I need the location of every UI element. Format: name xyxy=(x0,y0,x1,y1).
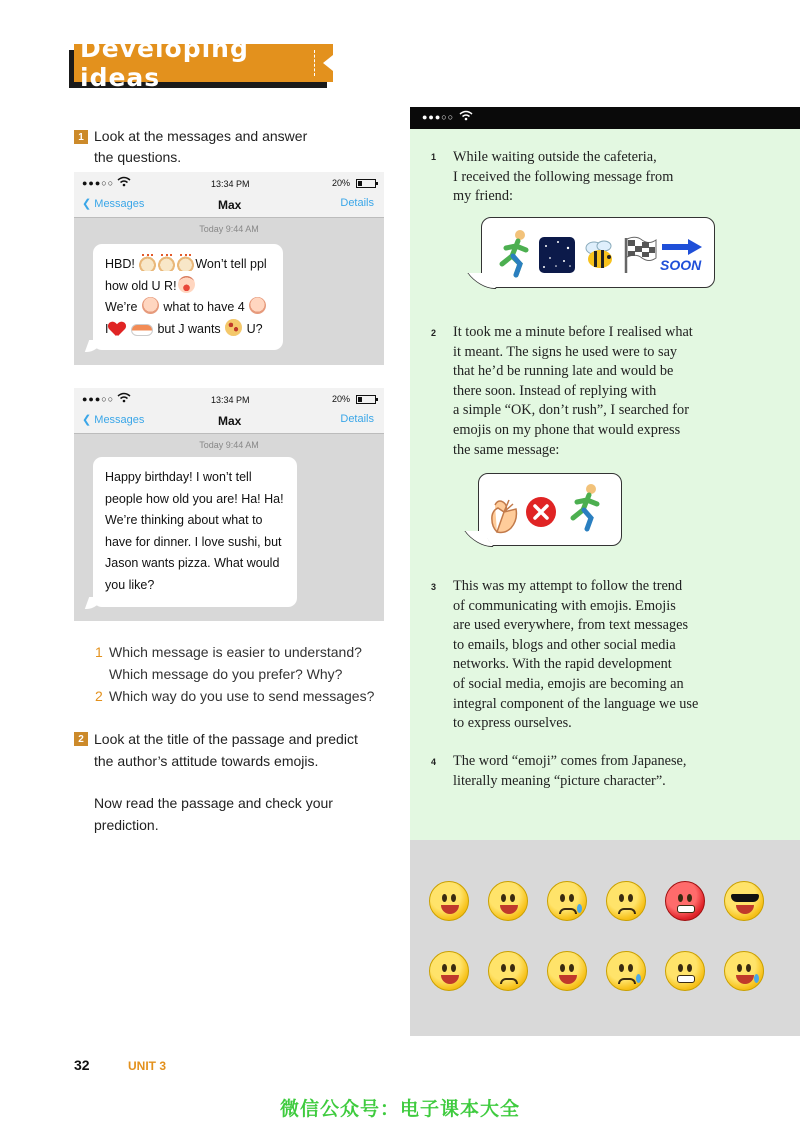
back-label: Messages xyxy=(94,414,145,426)
sad-face-icon xyxy=(606,951,646,991)
signal-icon: ●●●○○ xyxy=(422,112,455,122)
sushi-icon xyxy=(131,324,153,336)
paragraph-line: networks. With the rapid development xyxy=(453,656,672,673)
arrow-right-icon xyxy=(660,238,704,256)
page-number: 32 xyxy=(74,1057,90,1073)
message-date: Today 9:44 AM xyxy=(199,224,259,234)
instruction-line: Look at the title of the passage and predict xyxy=(94,731,358,747)
paragraph-line: integral component of the language we use xyxy=(453,695,699,712)
heart-icon xyxy=(109,322,125,336)
paragraph-line: the same message: xyxy=(453,441,560,458)
dining-face-icon xyxy=(249,297,266,314)
bee-icon xyxy=(582,236,618,272)
instruction-line: Now read the passage and check your xyxy=(94,795,333,811)
msg-line: you like? xyxy=(105,577,155,592)
paragraph-line: The word “emoji” comes from Japanese, xyxy=(453,753,687,769)
question-text: Which message is easier to understand? xyxy=(109,644,362,660)
paragraph-line: This was my attempt to follow the trend xyxy=(453,578,683,594)
section-title: Developing ideas xyxy=(80,34,249,92)
wifi-icon xyxy=(117,176,131,187)
banner-divider xyxy=(314,50,315,76)
msg-text: how old U R! xyxy=(105,278,177,293)
sunglasses-face-icon xyxy=(724,881,764,921)
message-bubble-abbrev xyxy=(93,244,283,350)
paragraph-line: to emails, blogs and other social media xyxy=(453,636,676,653)
relieved-face-icon xyxy=(547,951,587,991)
question-number: 1 xyxy=(95,644,103,660)
paragraph-2 xyxy=(453,323,693,460)
night-sky-icon xyxy=(538,236,576,274)
wifi-icon xyxy=(459,110,473,121)
battery-icon xyxy=(356,395,376,404)
unit-label: UNIT 3 xyxy=(128,1059,167,1073)
activity-number-badge: 2 xyxy=(74,732,88,746)
ok-hand-icon xyxy=(489,496,519,534)
paragraph-line: are used everywhere, from text messages xyxy=(453,617,689,634)
msg-line: We’re thinking about what to xyxy=(105,513,263,528)
signal-icon: ●●●○○ xyxy=(82,394,115,404)
paragraph-number: 4 xyxy=(431,757,437,767)
instruction-line: the author’s attitude towards emojis. xyxy=(94,753,319,769)
phone-status-bar xyxy=(74,172,384,218)
angry-face-icon xyxy=(665,881,705,921)
battery-status xyxy=(332,178,376,188)
msg-line: Jason wants pizza. What would xyxy=(105,556,280,571)
paragraph-3 xyxy=(453,577,698,734)
battery-status xyxy=(332,394,376,404)
message-bubble-full xyxy=(93,457,297,607)
emoji-message-reply xyxy=(478,473,622,546)
paragraph-line: a simple “OK, don’t rush”, I searched for xyxy=(453,402,689,419)
question-text: Which message do you prefer? Why? xyxy=(109,666,343,682)
running-person-icon xyxy=(492,228,538,278)
paragraph-line: there soon. Instead of replying with xyxy=(453,382,657,399)
battery-percent: 20% xyxy=(331,178,350,188)
message-date: Today 9:44 AM xyxy=(199,440,259,450)
cross-mark-icon xyxy=(525,496,557,528)
details-link[interactable]: Details xyxy=(340,413,374,425)
paragraph-line: I received the following message from xyxy=(453,168,674,185)
msg-text: I xyxy=(105,321,109,336)
phone-screen-full xyxy=(74,388,384,621)
back-button[interactable]: ❮ Messages xyxy=(82,414,145,426)
soon-label: SOON xyxy=(660,257,702,273)
laughing-face-icon xyxy=(429,951,469,991)
question-number: 2 xyxy=(95,688,103,704)
battery-percent: 20% xyxy=(331,394,350,404)
paragraph-number: 2 xyxy=(431,328,437,338)
grimacing-face-icon xyxy=(665,951,705,991)
pizza-icon xyxy=(225,319,242,336)
signal-icon: ●●●○○ xyxy=(82,178,115,188)
thinking-face-icon xyxy=(142,297,159,314)
instruction-line: Look at the messages and answer xyxy=(94,128,308,144)
cake-icon xyxy=(158,254,175,271)
section-banner xyxy=(74,34,333,92)
paragraph-line: While waiting outside the cafeteria, xyxy=(453,149,657,165)
tongue-face-icon xyxy=(178,276,195,293)
msg-text: Won’t tell ppl xyxy=(195,257,267,271)
paragraph-line: literally meaning “picture character”. xyxy=(453,772,666,789)
status-time: 13:34 PM xyxy=(211,395,250,405)
paragraph-line: my friend: xyxy=(453,188,513,205)
msg-text: what to have 4 xyxy=(163,300,245,314)
paragraph-line: It took me a minute before I realised what xyxy=(453,324,693,340)
emoji-gallery xyxy=(410,840,800,1036)
activity2-instruction xyxy=(94,728,358,836)
cake-icon xyxy=(139,254,156,271)
phone-screen-abbrev xyxy=(74,172,384,365)
battery-icon xyxy=(356,179,376,188)
paragraph-line: of communicating with emojis. Emojis xyxy=(453,597,676,614)
details-link[interactable]: Details xyxy=(340,197,374,209)
msg-line: people how old you are! Ha! Ha! xyxy=(105,491,284,506)
status-time: 13:34 PM xyxy=(211,179,250,189)
question-2 xyxy=(95,685,374,707)
activity1-instruction xyxy=(94,126,307,168)
sweat-smile-face-icon xyxy=(724,951,764,991)
paragraph-line: of social media, emojis are becoming an xyxy=(453,675,684,692)
paragraph-line: to express ourselves. xyxy=(453,715,572,732)
running-person-icon xyxy=(563,482,609,532)
contact-name: Max xyxy=(218,198,242,212)
paragraph-number: 1 xyxy=(431,152,437,162)
contact-name: Max xyxy=(218,414,242,428)
msg-text: HBD! xyxy=(105,257,135,271)
msg-line: have for dinner. I love sushi, but xyxy=(105,534,282,549)
paragraph-line: it meant. The signs he used were to say xyxy=(453,343,678,360)
instruction-line: prediction. xyxy=(94,817,159,833)
crying-face-icon xyxy=(547,881,587,921)
msg-text: We’re xyxy=(105,300,138,314)
question-text: Which way do you use to send messages? xyxy=(109,688,375,704)
msg-text: but J wants xyxy=(157,321,221,336)
paragraph-4 xyxy=(453,752,686,791)
tired-face-icon xyxy=(488,951,528,991)
phone-status-bar xyxy=(74,388,384,434)
question-1 xyxy=(95,641,362,685)
msg-line: Happy birthday! I won’t tell xyxy=(105,470,252,484)
back-button[interactable]: ❮ Messages xyxy=(82,198,145,210)
wifi-icon xyxy=(117,392,131,403)
paragraph-1 xyxy=(453,148,673,207)
paragraph-line: emojis on my phone that would express xyxy=(453,421,681,438)
emoji-message-friend xyxy=(481,217,715,288)
paragraph-number: 3 xyxy=(431,582,437,592)
smiling-face-icon xyxy=(429,881,469,921)
checkered-flag-icon xyxy=(622,234,658,274)
activity-number-badge: 1 xyxy=(74,130,88,144)
paragraph-line: that he’d be running late and would be xyxy=(453,363,674,380)
grinning-face-icon xyxy=(488,881,528,921)
reading-status-bar xyxy=(410,107,800,129)
annoyed-face-icon xyxy=(606,881,646,921)
triangle-left-icon xyxy=(323,55,333,71)
msg-text: U? xyxy=(246,321,263,336)
instruction-line: the questions. xyxy=(94,149,182,165)
back-label: Messages xyxy=(94,198,145,210)
cake-icon xyxy=(177,254,194,271)
watermark-text: 微信公众号：电子课本大全 xyxy=(279,1098,520,1120)
